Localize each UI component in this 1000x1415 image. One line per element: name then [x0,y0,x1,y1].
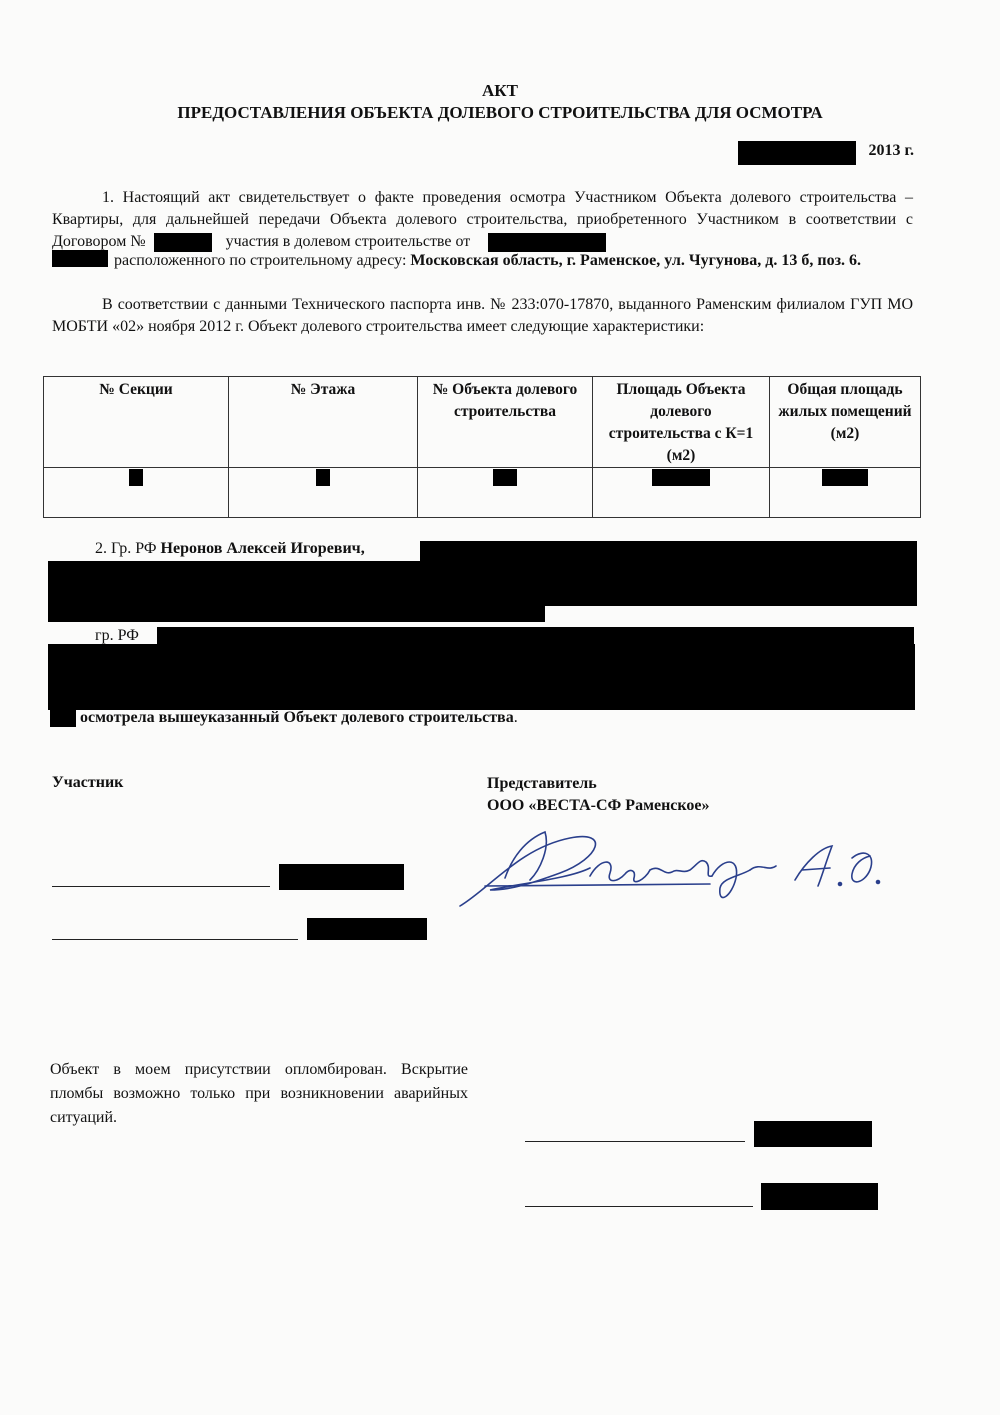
section1-address-line [114,250,914,272]
redacted-signature-name [279,864,404,890]
table-cell [593,468,770,518]
redacted-value [493,469,517,486]
company-name: ООО «ВЕСТА-СФ Раменское» [487,797,710,814]
redacted-participant-details [48,603,545,622]
table-header-row [44,377,921,468]
signature-line [525,1141,745,1142]
table-cell [44,468,229,518]
signature-line [52,886,270,887]
section1-paragraph [52,187,913,253]
redacted-value [316,469,330,486]
table-cell [229,468,418,518]
table-header-cell: № Этажа [229,377,418,468]
table-row [44,468,921,518]
redacted-date [738,141,856,165]
section1-paragraph-2: В соответствии с данными Технического паспорта инв. № 233:070-17870, выданного Раменским филиалом ГУП МО МОБТИ «02» ноября 2012 г. Объект долевого строительства имеет следующие характеристики: [52,296,913,335]
participant-name: Неронов Алексей Игоревич, [160,540,365,557]
table-cell [418,468,593,518]
signature-line [52,939,298,940]
seal-note: Объект в моем присутствии опломбирован. Вскрытие пломбы возможно только при возникновении аварийных ситуаций. [50,1061,468,1126]
redacted-contract-date [488,233,606,252]
redacted-second-participant [48,644,915,710]
representative-label: Представитель [487,775,597,792]
redacted-participant-details [48,561,917,606]
table-header-cell: № Секции [44,377,229,468]
section2-line-end [80,707,680,729]
redacted-value [652,469,710,486]
redacted-contract-date-cont [52,250,108,267]
table-header-cell: Площадь Объекта долевого строительства с К=1 (м2) [593,377,770,468]
redacted-value [822,469,868,486]
representative-signature [450,818,890,918]
section1-text-b: участия в долевом строительстве от [225,233,471,250]
section2-prefix: 2. Гр. РФ [95,540,157,557]
participant-label: Участник [52,774,124,791]
redacted-signature-name [761,1183,878,1210]
table-header-cell: Общая площадь жилых помещений (м2) [770,377,921,468]
document-subtitle: ПРЕДОСТАВЛЕНИЯ ОБЪЕКТА ДОЛЕВОГО СТРОИТЕЛЬСТВА ДЛЯ ОСМОТРА [177,103,823,122]
redacted-signature-name [754,1121,872,1147]
redacted-signature-name [307,918,427,940]
document-date-year: 2013 г. [868,142,914,159]
redacted-contract-number [154,233,212,252]
signature-line [525,1206,753,1207]
redacted-second-participant [50,710,76,727]
object-address: Московская область, г. Раменское, ул. Чугунова, д. 13 б, поз. 6. [410,252,862,269]
characteristics-table [43,376,921,518]
table-header-cell: № Объекта долевого строительства [418,377,593,468]
table-cell [770,468,921,518]
redacted-value [129,469,143,486]
period: . [513,709,518,726]
section1-text-c: расположенного по строительному адресу: [114,252,407,269]
inspection-statement: осмотрела вышеуказанный Объект долевого строительства [80,709,514,726]
document-title: АКТ [482,81,518,100]
redacted-participant-details [420,541,917,563]
section2-line-1 [95,538,425,560]
section2-prefix-2: гр. РФ [95,627,139,644]
section1-text-a: 1. Настоящий акт свидетельствует о факте проведения осмотра Участником Объекта долевого строительства – Квартиры, для дальнейшей передачи Объекта долевого строительства, приобретенного Участником в соответствии с Договором № [52,189,913,250]
